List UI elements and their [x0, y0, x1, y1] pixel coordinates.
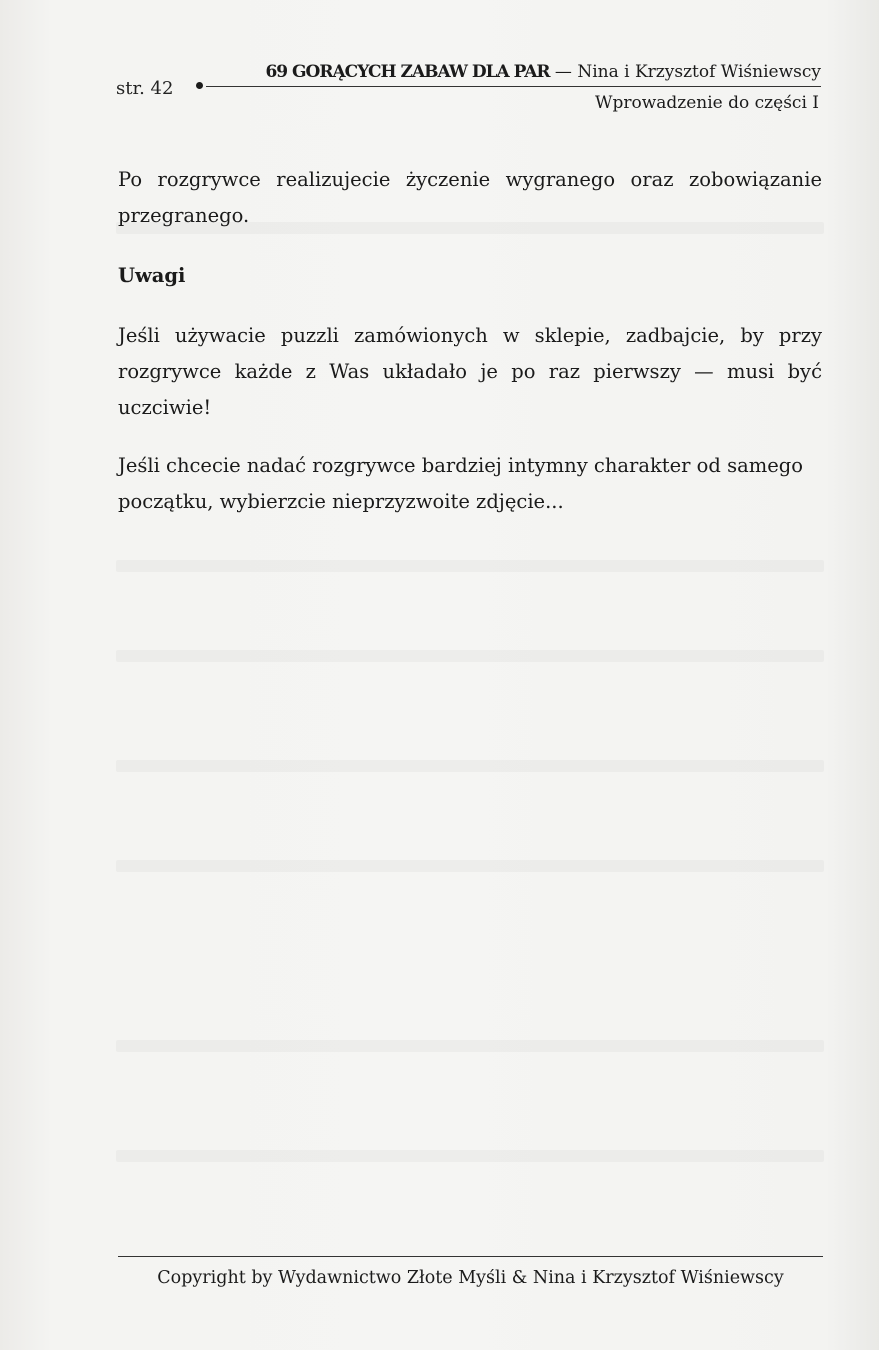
- book-title: 69 GORĄCYCH ZABAW DLA PAR: [265, 62, 550, 82]
- bleed-through-mark: [116, 760, 824, 772]
- paragraph: Jeśli chcecie nadać rozgrywce bardziej intymny charakter od samego początku, wybierzcie nieprzyzwoite zdjęcie...: [118, 454, 803, 513]
- header-bullet: [196, 82, 203, 89]
- paragraph: Jeśli używacie puzzli zamówionych w sklepie, zadbajcie, by przy rozgrywce każde z Was układało je po raz pierwszy — musi być uczciwie!: [118, 324, 822, 419]
- bleed-through-mark: [116, 650, 824, 662]
- book-authors: — Nina i Krzysztof Wiśniewscy: [549, 62, 821, 82]
- bleed-through-mark: [116, 860, 824, 872]
- paragraph: Po rozgrywce realizujecie życzenie wygranego oraz zobowiązanie przegranego.: [118, 168, 822, 227]
- bleed-through-mark: [116, 1150, 824, 1162]
- bleed-through-mark: [116, 560, 824, 572]
- bleed-through-mark: [116, 1040, 824, 1052]
- section-heading: Uwagi: [118, 264, 186, 287]
- header-rule: [206, 86, 821, 87]
- copyright-footer: Copyright by Wydawnictwo Złote Myśli & Nina i Krzysztof Wiśniewscy: [157, 1268, 784, 1288]
- section-title: Wprowadzenie do części I: [594, 93, 819, 113]
- page-number: str. 42: [116, 78, 174, 99]
- running-header: [265, 62, 821, 82]
- footer-rule: [118, 1256, 823, 1257]
